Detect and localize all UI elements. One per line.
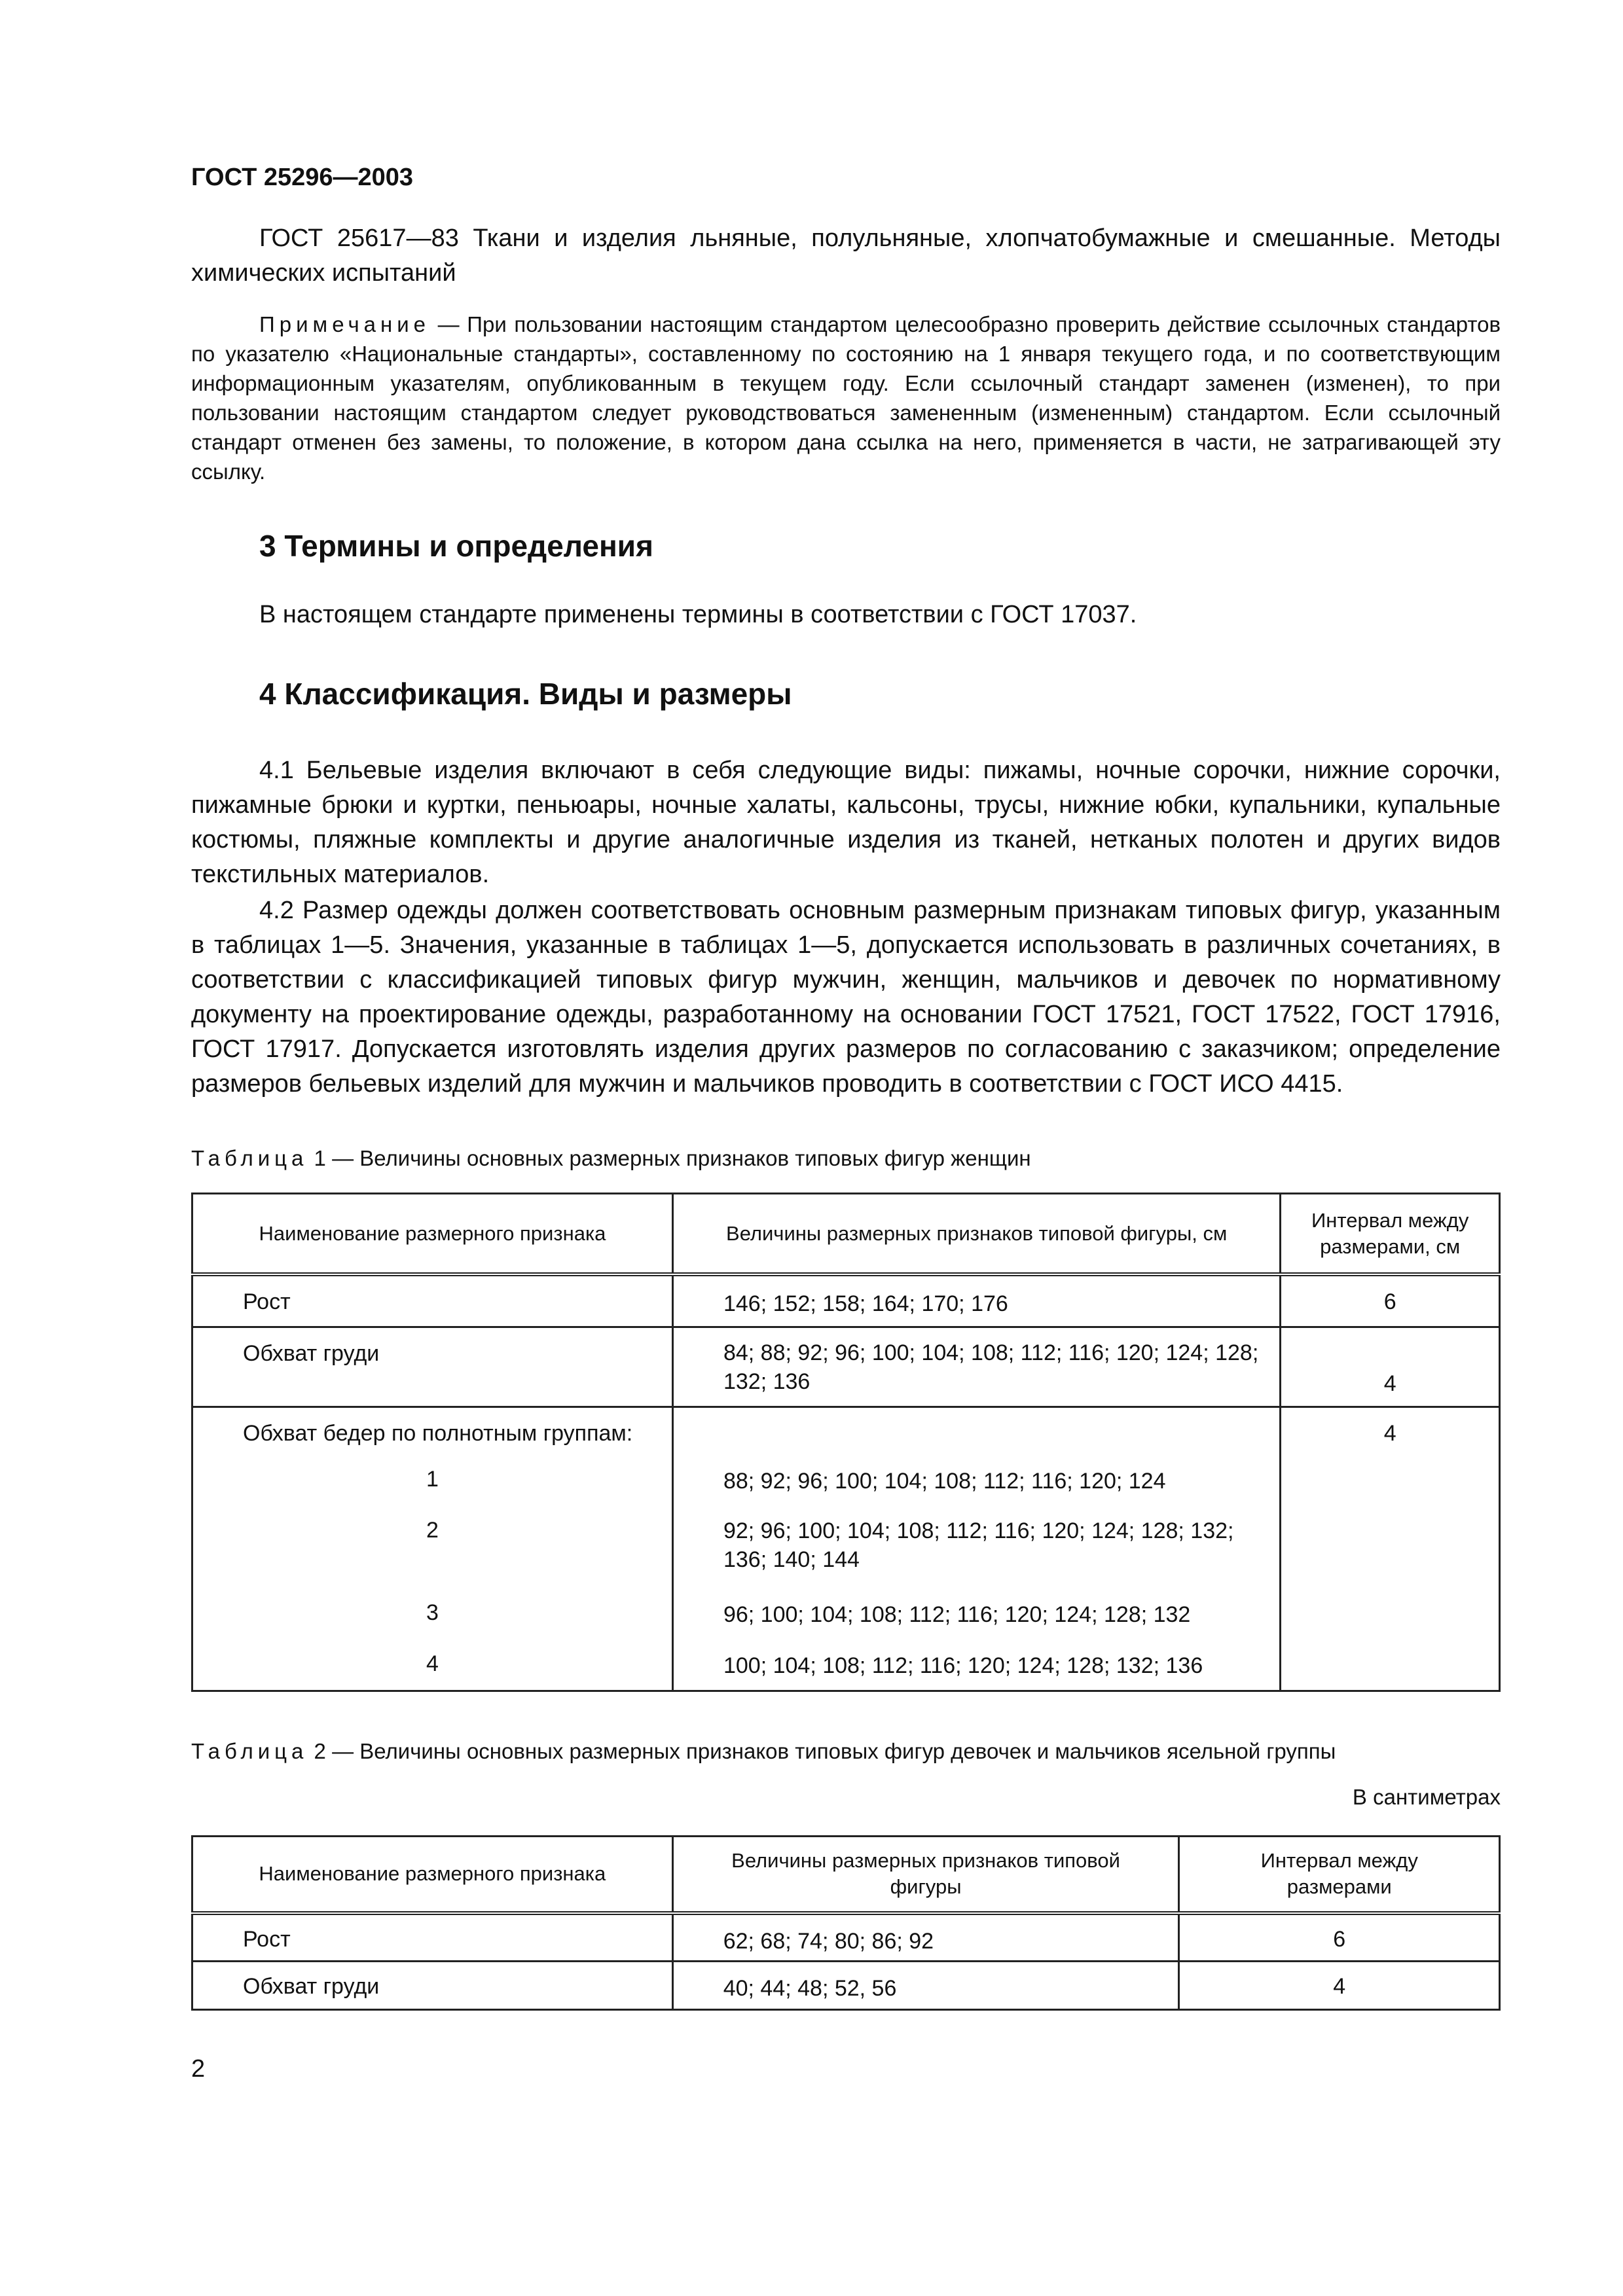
table-1-caption <box>191 1145 1501 1172</box>
table-cell-group: 1 <box>192 1454 673 1505</box>
table-cell-values: 92; 96; 100; 104; 108; 112; 116; 120; 124; 128; 132; 136; 140; 144 <box>672 1505 1280 1587</box>
table-cell-name: Рост <box>192 1913 673 1962</box>
table-1-header-name: Наименование размерного признака <box>192 1194 673 1275</box>
table-row <box>192 1327 1500 1407</box>
table-cell-interval: 6 <box>1281 1274 1500 1327</box>
table-2-header-row <box>192 1836 1500 1913</box>
table-1 <box>191 1193 1501 1692</box>
table-row <box>192 1638 1500 1691</box>
table-2-header-name: Наименование размерного признака <box>192 1836 673 1913</box>
table-cell-interval: 6 <box>1179 1913 1500 1962</box>
paragraph-4-1: 4.1 Бельевые изделия включают в себя следующие виды: пижамы, ночные сорочки, нижние сорочки, пижамные брюки и куртки, пеньюары, ночные халаты, кальсоны, трусы, нижние юбки, купальники, купальные костюмы, пляжные комплекты и другие аналогичные изделия из тканей, нетканых полотен и других видов текстильных материалов. <box>191 757 1501 888</box>
table-cell-name: Обхват бедер по полнотным группам: <box>192 1407 673 1454</box>
table-cell-values: 100; 104; 108; 112; 116; 120; 124; 128; 132; 136 <box>672 1638 1280 1691</box>
note-paragraph <box>191 310 1501 486</box>
table-cell-values: 40; 44; 48; 52, 56 <box>672 1962 1179 2010</box>
table-2-caption-text: 2 — Величины основных размерных признаков типовых фигур девочек и мальчиков ясельной группы <box>308 1738 1336 1763</box>
table-cell-interval <box>1281 1587 1500 1638</box>
section-3-title: 3 Термины и определения <box>259 529 653 563</box>
table-row <box>192 1587 1500 1638</box>
note-label: Примечание <box>259 312 431 336</box>
table-2-header-values: Величины размерных признаков типовой фигуры <box>672 1836 1179 1913</box>
table-2-caption-label: Таблица <box>191 1738 308 1763</box>
table-2 <box>191 1835 1501 2011</box>
table-1-caption-label: Таблица <box>191 1146 308 1170</box>
table-1-header-values: Величины размерных признаков типовой фигуры, см <box>672 1194 1280 1275</box>
table-row <box>192 1505 1500 1587</box>
table-cell-interval: 4 <box>1281 1407 1500 1454</box>
table-cell-interval <box>1281 1454 1500 1505</box>
table-cell-group: 3 <box>192 1587 673 1638</box>
table-1-header-row <box>192 1194 1500 1275</box>
note-text: — При пользовании настоящим стандартом целесообразно проверить действие ссылочных стандартов по указателю «Национальные стандарты», составленному по состоянию на 1 января текущего года, и по соответствующим информационным указателям, опубликованным в текущем году. Если ссылочный стандарт заменен (изменен), то при пользовании настоящим стандартом следует руководствоваться замененным (измененным) стандартом. Если ссылочный стандарт отменен без замены, то положение, в котором дана ссылка на него, применяется в части, не затрагивающей эту ссылку. <box>191 312 1501 484</box>
table-cell-interval <box>1281 1505 1500 1587</box>
table-row <box>192 1274 1500 1327</box>
table-cell-name: Обхват груди <box>192 1327 673 1407</box>
table-cell-interval <box>1281 1638 1500 1691</box>
page-content <box>191 162 1501 2011</box>
table-row <box>192 1407 1500 1454</box>
table-cell-group: 4 <box>192 1638 673 1691</box>
table-2-units: В сантиметрах <box>1352 1784 1501 1809</box>
table-row <box>192 1913 1500 1962</box>
table-cell-name: Обхват груди <box>192 1962 673 2010</box>
table-cell-name: Рост <box>192 1274 673 1327</box>
table-cell-group: 2 <box>192 1505 673 1587</box>
table-cell-interval: 4 <box>1281 1327 1500 1407</box>
table-1-caption-text: 1 — Величины основных размерных признаков типовых фигур женщин <box>308 1146 1031 1170</box>
table-cell-values: 62; 68; 74; 80; 86; 92 <box>672 1913 1179 1962</box>
table-cell-interval: 4 <box>1179 1962 1500 2010</box>
table-cell-values: 84; 88; 92; 96; 100; 104; 108; 112; 116; 120; 124; 128; 132; 136 <box>672 1327 1280 1407</box>
table-row <box>192 1454 1500 1505</box>
paragraph-4-2: 4.2 Размер одежды должен соответствовать основным размерным признакам типовых фигур, указанным в таблицах 1—5. Значения, указанные в таблицах 1—5, допускается использовать в различных сочетаниях, в соответствии с классификацией типовых фигур мужчин, женщин, мальчиков и девочек по нормативному документу на проектирование одежды, разработанному на основании ГОСТ 17521, ГОСТ 17522, ГОСТ 17916, ГОСТ 17917. Допускается изготовлять изделия других размеров по согласованию с заказчиком; определение размеров бельевых изделий для мужчин и мальчиков проводить в соответствии с ГОСТ ИСО 4415. <box>191 897 1501 1098</box>
table-2-caption <box>191 1738 1501 1765</box>
table-cell-values: 96; 100; 104; 108; 112; 116; 120; 124; 128; 132 <box>672 1587 1280 1638</box>
section-3-text: В настоящем стандарте применены термины в соответствии с ГОСТ 17037. <box>259 601 1137 628</box>
table-cell-values <box>672 1407 1280 1454</box>
reference-entry: ГОСТ 25617—83 Ткани и изделия льняные, полульняные, хлопчатобумажные и смешанные. Методы химических испытаний <box>191 224 1501 287</box>
table-cell-values: 146; 152; 158; 164; 170; 176 <box>672 1274 1280 1327</box>
table-row <box>192 1962 1500 2010</box>
page-number: 2 <box>191 2055 206 2083</box>
table-cell-values: 88; 92; 96; 100; 104; 108; 112; 116; 120; 124 <box>672 1454 1280 1505</box>
document-header: ГОСТ 25296—2003 <box>191 164 414 191</box>
section-4-title: 4 Классификация. Виды и размеры <box>259 677 792 711</box>
table-1-header-interval: Интервал между размерами, см <box>1281 1194 1500 1275</box>
table-2-header-interval: Интервал между размерами <box>1179 1836 1500 1913</box>
